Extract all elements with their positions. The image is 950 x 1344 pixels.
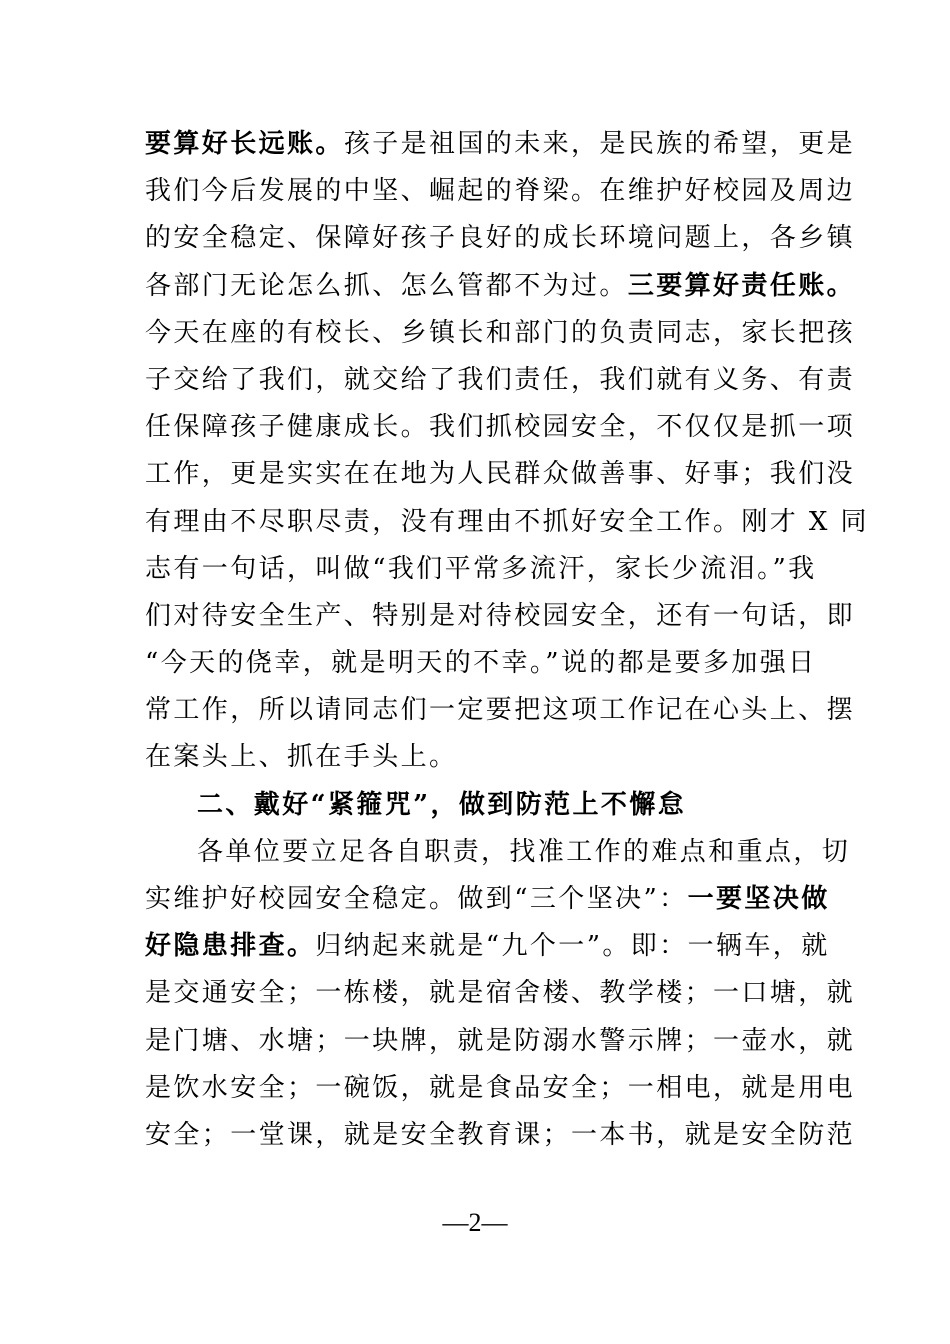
section-heading: 二、戴好“紧箍咒”，做到防范上不懈怠 (197, 789, 687, 820)
text-line (145, 923, 830, 970)
text-line: 工作，更是实实在在地为人民群众做善事、好事；我们没 (145, 459, 856, 490)
text-run: 各部门无论怎么抓、怎么管都不为过。 (145, 270, 628, 301)
text-run: 归纳起来就是“九个一”。即：一辆车，就 (315, 931, 830, 962)
page-number: —2— (442, 1208, 508, 1237)
text-line: 我们今后发展的中坚、崛起的脊梁。在维护好校园及周边 (145, 176, 856, 207)
text-line: 在案头上、抓在手头上。 (145, 742, 458, 773)
bold-phrase: 要算好长远账。 (145, 129, 344, 159)
bold-phrase: 三要算好责任账。 (627, 270, 856, 301)
text-line: 有理由不尽职尽责，没有理由不抓好安全工作。刚才 X 同 (145, 506, 869, 537)
text-line (145, 121, 856, 168)
text-line: 各单位要立足各自职责，找准工作的难点和重点，切 (197, 836, 851, 867)
text-line (145, 263, 856, 310)
text-line (145, 876, 830, 923)
text-line: 安全；一堂课，就是安全教育课；一本书，就是安全防范 (145, 1119, 856, 1150)
text-line: 今天在座的有校长、乡镇长和部门的负责同志，家长把孩 (145, 317, 856, 348)
text-run: 实维护好校园安全稳定。做到“三个坚决”： (145, 884, 688, 914)
body-text (145, 121, 869, 1159)
text-line: 的安全稳定、保障好孩子良好的成长环境问题上，各乡镇 (145, 223, 856, 254)
text-line: 志有一句话，叫做“我们平常多流汗，家长少流泪。”我 (145, 553, 817, 584)
text-line: 是饮水安全；一碗饭，就是食品安全；一相电，就是用电 (145, 1072, 856, 1103)
text-run: 孩子是祖国的未来，是民族的希望，更是 (343, 129, 856, 159)
text-line: 们对待安全生产、特别是对待校园安全，还有一句话，即 (145, 600, 856, 631)
bold-phrase: 好隐患排查。 (145, 931, 316, 962)
text-line: 子交给了我们，就交给了我们责任，我们就有义务、有责 (145, 364, 856, 395)
bold-phrase: 一要坚决做 (687, 884, 830, 914)
text-line: “今天的侥幸，就是明天的不幸。”说的都是要多加强日 (145, 648, 817, 679)
text-line: 任保障孩子健康成长。我们抓校园安全，不仅仅是抓一项 (145, 412, 856, 443)
text-line: 是门塘、水塘；一块牌，就是防溺水警示牌；一壶水，就 (145, 1025, 856, 1056)
text-line: 常工作，所以请同志们一定要把这项工作记在心头上、摆 (145, 695, 856, 726)
text-line: 是交通安全；一栋楼，就是宿舍楼、教学楼；一口塘，就 (145, 978, 856, 1009)
